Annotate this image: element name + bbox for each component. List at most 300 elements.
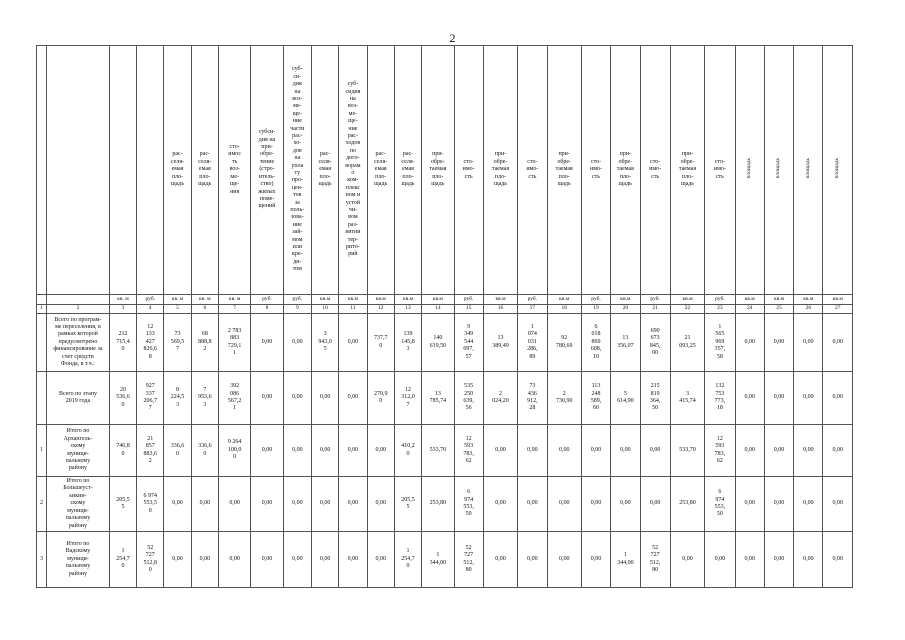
header-cell (367, 46, 394, 295)
data-cell (367, 314, 394, 372)
data-cell (705, 372, 735, 425)
column-number-cell-text: 13 (405, 305, 411, 312)
data-cell (37, 425, 47, 477)
unit-cell (547, 295, 581, 305)
data-cell-text: 73 436 912, 28 (527, 383, 538, 412)
column-number-cell (109, 305, 136, 314)
data-cell-text: 0,00 (375, 555, 386, 562)
data-cell (339, 425, 367, 477)
data-cell (764, 477, 793, 532)
data-cell-text: 0,00 (319, 500, 331, 507)
header-cell (422, 46, 454, 295)
data-cell-text: 0,00 (649, 500, 661, 507)
data-cell-text: 1 565 969 357, 58 (714, 323, 726, 360)
column-number-cell-text: 8 (265, 305, 269, 312)
data-cell-text: 1 (40, 446, 44, 453)
data-cell (735, 477, 764, 532)
data-cell-text: 52 727 512,8 0 (143, 544, 157, 573)
header-cell-text: при- обре- таемая пло- щадь (429, 151, 447, 188)
data-cell-text: 392 086 567,2 1 (227, 383, 242, 412)
column-number-cell-text: 3 (121, 305, 125, 312)
column-number-cell-text: 20 (622, 305, 629, 312)
data-cell (164, 477, 191, 532)
data-cell-text: 336,6 0 (170, 443, 185, 457)
unit-cell (311, 295, 338, 305)
data-cell (794, 314, 823, 372)
column-number-cell-text: 1 (40, 305, 43, 312)
data-cell (764, 314, 793, 372)
data-cell (735, 314, 764, 372)
unit-cell-text: кв.м (832, 295, 843, 302)
column-number-cell-text: 25 (776, 305, 782, 312)
data-cell (137, 372, 164, 425)
unit-cell (581, 295, 610, 305)
data-cell (611, 477, 640, 532)
data-cell (367, 477, 394, 532)
column-number-cell-text: 6 (203, 305, 207, 312)
data-cell (311, 532, 338, 588)
data-cell-text: 0,00 (773, 446, 785, 453)
column-number-row (37, 305, 853, 314)
row-name-cell (47, 532, 110, 588)
data-cell-text: 132 753 773, 18 (714, 383, 726, 412)
unit-cell (611, 295, 640, 305)
column-number-cell (137, 305, 164, 314)
data-cell-text: 1 074 031 286, 89 (527, 323, 538, 360)
column-number-cell (483, 305, 517, 314)
data-cell-text: 20 536,6 0 (116, 386, 130, 408)
data-cell-text: 0,00 (172, 500, 183, 507)
header-cell (735, 46, 764, 295)
header-cell-text: сто- имос ть воз- ме- ще- ния (228, 144, 242, 195)
data-cell-text: 9 264 100,0 0 (227, 439, 242, 461)
data-cell (823, 425, 853, 477)
header-cell (670, 46, 704, 295)
unit-cell (422, 295, 454, 305)
unit-cell-text: кв.м (402, 295, 414, 302)
data-cell (823, 532, 853, 588)
data-cell (483, 425, 517, 477)
data-cell-text: 0,00 (714, 555, 726, 562)
data-cell (705, 314, 735, 372)
data-cell-text: 690 673 845, 00 (649, 327, 661, 356)
unit-cell (251, 295, 283, 305)
data-cell (394, 372, 421, 425)
data-cell-text: 21 857 883,6 2 (143, 435, 157, 464)
data-cell-text: 0,00 (319, 555, 331, 562)
data-cell-text: 0,00 (261, 394, 273, 401)
data-cell-text: 0,00 (590, 555, 602, 562)
unit-cell (670, 295, 704, 305)
data-cell (735, 425, 764, 477)
data-cell-text: 2 024,20 (492, 390, 509, 404)
column-number-cell (218, 305, 250, 314)
data-cell-text: 139 145,8 3 (401, 331, 415, 353)
data-cell (311, 425, 338, 477)
unit-cell-text: руб. (145, 295, 155, 302)
unit-cell-text: кв.м (744, 295, 755, 302)
data-cell (109, 425, 136, 477)
data-cell (547, 532, 581, 588)
data-cell-text: 0,00 (292, 500, 303, 507)
data-cell-text: 927 337 206,7 7 (143, 383, 157, 412)
data-cell (640, 372, 670, 425)
data-cell (311, 372, 338, 425)
data-cell-text: 0,00 (527, 555, 538, 562)
data-cell-text: 0,00 (832, 500, 843, 507)
column-number-cell-text: 22 (684, 305, 691, 312)
data-cell (394, 477, 421, 532)
unit-cell (367, 295, 394, 305)
data-cell (251, 425, 283, 477)
data-cell-text: 215 819 364, 50 (649, 383, 661, 412)
data-cell (640, 314, 670, 372)
data-cell (670, 314, 704, 372)
row-name-cell (47, 425, 110, 477)
table-row (37, 425, 853, 477)
data-cell (670, 425, 704, 477)
data-cell (518, 532, 547, 588)
data-cell (367, 425, 394, 477)
header-cell (218, 46, 250, 295)
data-cell (109, 314, 136, 372)
data-cell (37, 532, 47, 588)
unit-cell (735, 295, 764, 305)
row-name-cell (47, 314, 110, 372)
data-cell (454, 372, 483, 425)
unit-cell-text: кв.м (559, 295, 570, 302)
header-cell-text: при- обре- таемая пло- щадь (616, 151, 634, 188)
data-cell (164, 425, 191, 477)
column-number-cell (37, 305, 47, 314)
data-cell-text: 212 715,4 0 (116, 331, 130, 353)
data-cell-text: 12 312,0 7 (401, 386, 415, 408)
data-cell (191, 372, 218, 425)
data-cell (164, 314, 191, 372)
data-cell (37, 372, 47, 425)
data-cell-text: 533,70 (429, 446, 447, 453)
column-number-cell (454, 305, 483, 314)
unit-cell-text: кв.м (347, 295, 358, 302)
data-cell-text: 0,00 (803, 446, 814, 453)
data-cell-text: 92 780,69 (555, 335, 573, 349)
data-cell (640, 532, 670, 588)
data-cell (422, 372, 454, 425)
data-cell (251, 477, 283, 532)
header-cell-text: площадь (834, 158, 841, 179)
column-number-cell-text: 23 (717, 305, 723, 312)
data-cell (735, 532, 764, 588)
column-number-cell-text: 27 (834, 305, 841, 312)
data-cell-text: 3 415,74 (679, 390, 696, 404)
unit-cell-text: кв.м (495, 295, 506, 302)
data-cell (705, 532, 735, 588)
data-cell-text: 0,00 (744, 338, 755, 345)
row-name-cell-text: Всего по этапу 2019 года (58, 390, 97, 404)
row-name-cell (47, 477, 110, 532)
data-cell-text: 140 619,50 (429, 335, 447, 349)
data-cell-text: 746,8 0 (116, 443, 130, 457)
header-cell-text: суб- сидия на воз- ме- ще- ние рас- ходов по дого- ворам о ком- плекс ном и устой чи- вом раз- витии тер- рито- рий (345, 81, 361, 258)
data-cell-text: 0,00 (292, 394, 303, 401)
column-number-cell-text: 24 (746, 305, 753, 312)
header-cell-text: площадь (745, 158, 752, 179)
data-cell-text: 253,80 (429, 500, 447, 507)
unit-cell (109, 295, 136, 305)
column-number-cell-text: 9 (295, 305, 299, 312)
unit-cell-text: руб. (591, 295, 601, 302)
header-cell-text: площадь (775, 158, 782, 179)
header-cell (311, 46, 338, 295)
header-cell (547, 46, 581, 295)
header-cell-text: рас- селя- емая пло- щадь (374, 151, 388, 188)
data-cell-text: 1 254,7 0 (116, 548, 130, 570)
unit-cell (640, 295, 670, 305)
data-cell-text: 0,00 (590, 446, 602, 453)
data-cell (823, 314, 853, 372)
data-cell (823, 477, 853, 532)
data-cell-text: 0,00 (590, 500, 602, 507)
table-row (37, 532, 853, 588)
data-cell (454, 477, 483, 532)
data-cell (483, 372, 517, 425)
data-cell (764, 372, 793, 425)
header-cell (611, 46, 640, 295)
column-number-cell (251, 305, 283, 314)
data-cell (283, 314, 311, 372)
header-cell-text: площадь (804, 158, 811, 179)
header-cell-text: при- обре- таемая пло- щадь (491, 151, 510, 188)
header-cell (823, 46, 853, 295)
data-cell-text: 0,00 (744, 394, 755, 401)
data-cell-text: 0,00 (292, 446, 303, 453)
data-cell-text: 0,00 (803, 338, 814, 345)
data-cell-text: 535 250 639, 56 (463, 383, 474, 412)
data-cell-text: 253,80 (679, 500, 696, 507)
column-number-cell-text: 12 (377, 305, 384, 312)
data-cell (611, 532, 640, 588)
data-cell-text: 0,00 (261, 500, 273, 507)
data-cell-text: 0,00 (292, 338, 303, 345)
column-number-cell-text: 7 (233, 305, 237, 312)
data-cell-text: 8 224,5 3 (170, 386, 185, 408)
data-cell-text: 2 730,90 (555, 390, 573, 404)
data-cell-text: 0,00 (527, 500, 538, 507)
data-cell (283, 477, 311, 532)
column-number-cell (670, 305, 704, 314)
data-cell-text: 13 785,74 (429, 390, 447, 404)
column-number-cell (311, 305, 338, 314)
data-cell-text: 0,00 (347, 555, 359, 562)
header-cell-text: рас- селя- емая пло- щадь (170, 151, 185, 188)
unit-cell (394, 295, 421, 305)
column-number-cell (640, 305, 670, 314)
column-number-cell (823, 305, 853, 314)
data-cell-text: 0,00 (199, 555, 211, 562)
data-cell (367, 372, 394, 425)
data-cell (251, 314, 283, 372)
data-cell-text: 6 974 553,5 0 (143, 492, 157, 514)
header-cell (640, 46, 670, 295)
data-cell (251, 532, 283, 588)
data-cell-text: 0,00 (495, 555, 506, 562)
data-cell-text: 0,00 (558, 500, 570, 507)
data-cell-text: 0,00 (199, 500, 211, 507)
unit-cell-text: кв.м (375, 295, 386, 302)
data-cell (670, 477, 704, 532)
data-cell (611, 372, 640, 425)
row-name-cell-text: Итого по Большеуст- ьикин- скому муници- пальному району (63, 478, 93, 529)
data-cell (218, 425, 250, 477)
unit-cell (164, 295, 191, 305)
row-name-cell (47, 372, 110, 425)
data-cell (518, 372, 547, 425)
unit-cell (518, 295, 547, 305)
unit-cell-text: руб. (715, 295, 725, 302)
data-cell (794, 372, 823, 425)
unit-cell (705, 295, 735, 305)
header-row (37, 46, 853, 295)
column-number-cell-text: 21 (652, 305, 658, 312)
data-cell-text: 0,00 (347, 446, 359, 453)
data-cell-text: 0,00 (527, 446, 538, 453)
data-cell-text: 205,5 5 (116, 496, 130, 510)
data-cell-text: 13 356,07 (617, 335, 634, 349)
data-cell (218, 532, 250, 588)
data-cell-text: 0,00 (319, 446, 331, 453)
data-cell (547, 372, 581, 425)
data-cell (367, 532, 394, 588)
column-number-cell (547, 305, 581, 314)
unit-cell-text: кв. м (228, 295, 241, 302)
data-cell (547, 314, 581, 372)
column-number-cell (367, 305, 394, 314)
data-cell (164, 532, 191, 588)
data-cell-text: 0,00 (229, 500, 240, 507)
header-cell (109, 46, 136, 295)
data-cell (483, 477, 517, 532)
header-cell (794, 46, 823, 295)
column-number-cell (705, 305, 735, 314)
data-cell-text: 0,00 (744, 555, 755, 562)
data-cell-text: 9 349 544 097, 57 (463, 323, 474, 360)
data-cell (764, 425, 793, 477)
data-cell (581, 477, 610, 532)
data-cell (283, 372, 311, 425)
column-number-cell-text: 19 (593, 305, 599, 312)
data-cell (454, 314, 483, 372)
unit-cell-text: кв. м (199, 295, 211, 302)
data-cell-text: 0,00 (832, 446, 843, 453)
unit-cell (47, 295, 110, 305)
data-cell-text: 0,00 (649, 446, 661, 453)
data-cell (109, 477, 136, 532)
column-number-cell (164, 305, 191, 314)
data-cell (339, 532, 367, 588)
data-cell (218, 314, 250, 372)
column-number-cell (611, 305, 640, 314)
data-cell-text: 0,00 (495, 446, 506, 453)
data-cell-text: 0,00 (803, 500, 814, 507)
table-row (37, 477, 853, 532)
unit-cell (794, 295, 823, 305)
data-cell-text: 52 727 512, 80 (463, 544, 474, 573)
data-cell-text: 533,70 (679, 446, 696, 453)
data-cell-text: 0,00 (261, 555, 273, 562)
header-cell (283, 46, 311, 295)
unit-cell-text: кв.м (320, 295, 331, 302)
data-cell-text: 7 953,6 3 (198, 386, 212, 408)
data-cell-text: 2 783 883 729,1 1 (227, 327, 242, 356)
data-cell-text: 1 344,00 (429, 552, 447, 566)
header-cell (705, 46, 735, 295)
data-cell (283, 532, 311, 588)
unit-cell (764, 295, 793, 305)
data-cell (581, 425, 610, 477)
data-cell-text: 0,00 (682, 555, 693, 562)
unit-cell-text: руб. (262, 295, 272, 302)
data-cell-text: 0,00 (229, 555, 240, 562)
unit-cell-text: руб. (650, 295, 660, 302)
data-cell-text: 3 943,0 5 (318, 331, 332, 353)
data-cell (422, 532, 454, 588)
unit-cell-text: кв.м (620, 295, 631, 302)
data-cell (394, 314, 421, 372)
data-cell-text: 0,00 (347, 338, 359, 345)
column-number-cell (518, 305, 547, 314)
data-cell (191, 477, 218, 532)
page-number: 2 (449, 31, 456, 45)
header-cell-text: сто- имо- сть (462, 158, 475, 180)
data-cell-text: 0,00 (832, 555, 843, 562)
data-cell (191, 532, 218, 588)
data-cell-text: 0,00 (375, 446, 386, 453)
data-cell-text: 0,00 (832, 394, 843, 401)
data-cell (422, 425, 454, 477)
header-cell (483, 46, 517, 295)
header-cell-text: рас- селя- емая пло- щадь (401, 151, 415, 188)
units-row (37, 295, 853, 305)
unit-cell-text: кв. м (117, 295, 129, 302)
data-cell (191, 425, 218, 477)
data-cell (547, 425, 581, 477)
data-cell (283, 425, 311, 477)
row-name-cell-text: Всего по програм- ме переселения, в рамках которой предусмотрено финансирование за счет средств Фонда, в т.ч.: (53, 316, 103, 368)
data-cell-text: 0,00 (558, 446, 570, 453)
data-cell-text: 1 254,7 0 (401, 548, 415, 570)
column-number-cell-text: 5 (176, 305, 179, 312)
data-cell (137, 314, 164, 372)
data-cell (137, 425, 164, 477)
data-cell-text: 0,00 (172, 555, 183, 562)
data-cell-text: 0,00 (261, 446, 273, 453)
data-cell (547, 477, 581, 532)
data-cell-text: 1 344,00 (617, 552, 634, 566)
column-number-cell-text: 2 (76, 305, 80, 312)
header-cell (191, 46, 218, 295)
data-cell (218, 372, 250, 425)
header-cell-text: суб- си- дия на воз- ме- ще- ние части рас- хо- дов на упла ту про- цен- тов за поль- зова- ние зай- мом или кре- ди- том (290, 66, 305, 273)
column-number-cell-text: 18 (561, 305, 567, 312)
table-row (37, 314, 853, 372)
data-cell-text: 2 (40, 500, 44, 507)
data-cell-text: 6 974 553, 50 (714, 489, 726, 518)
column-number-cell (764, 305, 793, 314)
column-number-cell (422, 305, 454, 314)
column-number-cell-text: 14 (435, 305, 441, 312)
data-cell-text: 0,00 (744, 446, 755, 453)
data-cell (670, 532, 704, 588)
